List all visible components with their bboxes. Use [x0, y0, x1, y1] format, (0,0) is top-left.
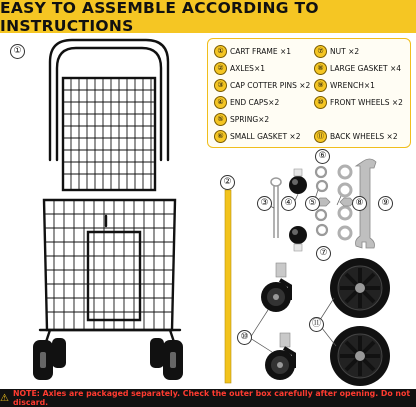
legend-item: ⑧ LARGE GASKET ×4 [314, 62, 401, 75]
legend-item: ④ END CAPS×2 [214, 96, 279, 109]
end-cap-number: ④ [281, 196, 296, 211]
wrench-number: ⑨ [378, 196, 393, 211]
parts-legend [207, 38, 411, 148]
small-gasket-number: ⑥ [315, 149, 330, 164]
front-wheels-number: ⑩ [237, 330, 252, 345]
legend-item: ⑤ SPRING×2 [214, 113, 269, 126]
banner-title: EASY TO ASSEMBLE ACCORDING TO INSTRUCTIONS [0, 0, 319, 35]
legend-item: ⑨ WRENCH×1 [314, 79, 375, 92]
large-gasket-number: ⑧ [352, 196, 367, 211]
legend-item: ① CART FRAME ×1 [214, 45, 291, 58]
nut-number: ⑦ [316, 246, 331, 261]
axle-number: ② [220, 175, 235, 190]
legend-item: ⑥ SMALL GASKET ×2 [214, 130, 301, 143]
legend-item: ③ CAP COTTER PINS ×2 [214, 79, 310, 92]
legend-item: ⑩ FRONT WHEELS ×2 [314, 96, 403, 109]
legend-item: ⑦ NUT ×2 [314, 45, 359, 58]
spring-number: ⑤ [305, 196, 320, 211]
legend-item: ② AXLES×1 [214, 62, 265, 75]
back-wheels-number: ⑪ [309, 317, 324, 332]
notice-bar [0, 389, 416, 407]
warning-icon: ⚠ [0, 392, 9, 404]
legend-item: ⑪ BACK WHEELS ×2 [314, 130, 398, 143]
cart-frame-number: ① [10, 44, 25, 59]
cotter-pin-number: ③ [257, 196, 272, 211]
notice-text: NOTE: Axles are packaged separately. Check the outer box carefully after opening. Do not discard. [12, 389, 411, 407]
